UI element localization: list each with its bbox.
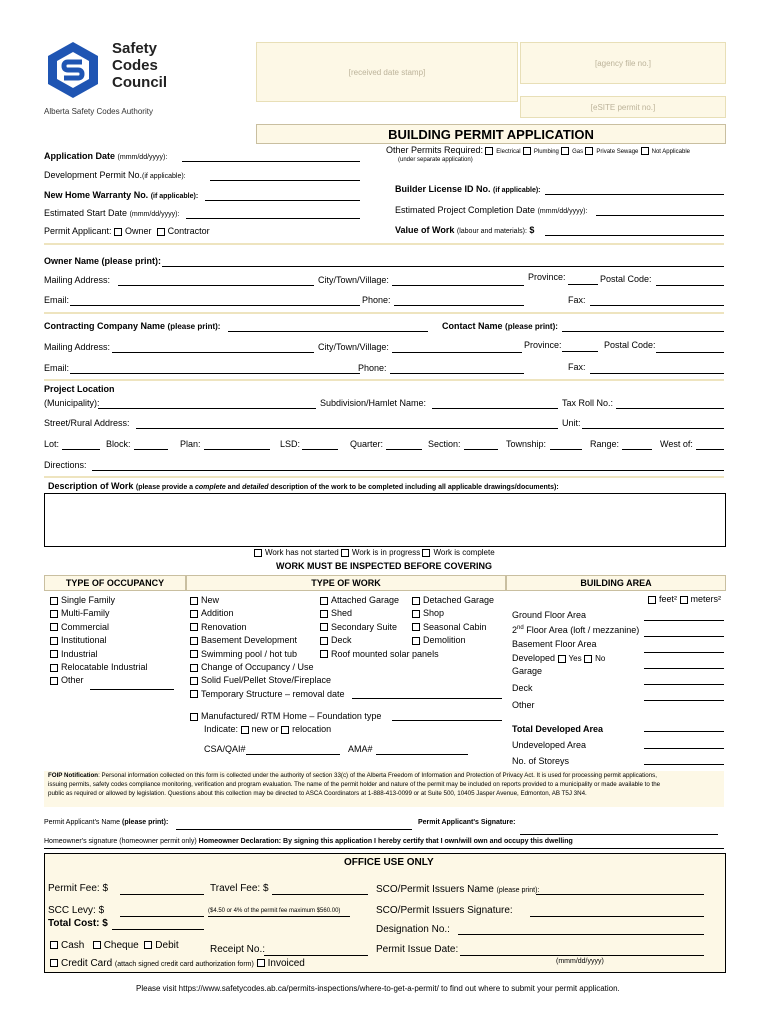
list-item: Shed [320,607,439,620]
completion-date-label: Estimated Project Completion Date (mmm/dd/yyyy): [395,205,588,215]
list-item: Solid Fuel/Pellet Stove/Fireplace [190,674,345,687]
received-date-stamp: [received date stamp] [256,42,518,102]
work-type-col3 [412,594,494,648]
developed-yes-checkbox[interactable] [558,655,566,663]
contact-name-label: Contact Name (please print): [442,321,558,331]
sco-name-label: SCO/Permit Issuers Name (please print): [376,884,540,895]
list-item: Renovation [190,621,345,634]
list-item: Detached Garage [412,594,494,607]
owner-email-label: Email: [44,295,70,305]
contractor-province-label: Province: [524,340,562,350]
complete-checkbox[interactable] [422,549,430,557]
list-item: Commercial [50,621,148,634]
list-item: Change of Occupancy / Use [190,661,345,674]
debit-checkbox[interactable] [144,941,152,949]
contractor-fax-label: Fax: [568,362,586,372]
application-date-label: Application Date (mmm/dd/yyyy): [44,151,168,161]
gas-checkbox[interactable] [561,147,569,155]
tax-roll-label: Tax Roll No.: [562,398,614,408]
other-label: Other [512,700,535,710]
garage-label: Garage [512,666,543,676]
inspection-notice: WORK MUST BE INSPECTED BEFORE COVERING [276,561,493,571]
township-label: Township: [506,439,547,449]
area-units: feet² meters² [648,594,721,604]
building-area-header: BUILDING AREA [506,575,726,591]
value-of-work-label: Value of Work (labour and materials): $ [395,225,535,235]
meters-checkbox[interactable] [680,596,688,604]
relocation-checkbox[interactable] [281,726,289,734]
owner-fax-label: Fax: [568,295,586,305]
directions-label: Directions: [44,460,87,470]
list-item: Secondary Suite [320,621,439,634]
occupancy-header: TYPE OF OCCUPANCY [44,575,186,591]
second-floor-label: 2nd Floor Area (loft / mezzanine) [512,625,640,635]
travel-fee-label: Travel Fee: $ [210,883,269,894]
work-status: Work has not started Work is in progress Work is complete [254,548,495,557]
basement-floor-label: Basement Floor Area [512,639,597,649]
manufactured-home: Manufactured/ RTM Home – Foundation type [190,711,381,721]
dev-permit-label: Development Permit No.(if applicable): [44,170,186,180]
list-item: Institutional [50,634,148,647]
quarter-label: Quarter: [350,439,384,449]
subdivision-label: Subdivision/Hamlet Name: [320,398,427,408]
list-item: Seasonal Cabin [412,621,494,634]
applicant-signature-label: Permit Applicant's Signature: [418,819,516,826]
deck-label: Deck [512,683,533,693]
electrical-checkbox[interactable] [485,147,493,155]
owner-province-label: Province: [528,272,566,282]
developed-row: Developed Yes No [512,653,606,663]
not-started-checkbox[interactable] [254,549,262,557]
list-item: Single Family [50,594,148,607]
developed-no-checkbox[interactable] [584,655,592,663]
list-item: New [190,594,345,607]
permit-fee-label: Permit Fee: $ [48,883,109,894]
total-developed-label: Total Developed Area [512,724,604,734]
foip-notice: FOIP Notification: Personal information collected on this form is collected under the authority of section 33(c) of the Alberta Freedom of Information and Protection of Privacy Act. It is used for processing permit applications, issuing permits, safety codes compliance monitoring, verification and program evaluation. The name of the permit holder and nature of the permit may be included on reports provided to a municipality or made available to the public as required or allowed by legislation. Questions about this collection may be directed to ASCA Coordinators at 1-888-413-0099 or at Suite 500, 10405 Jasper Avenue, Edmonton, AB T5J 3N4. [44,771,724,807]
list-item: Attached Garage [320,594,439,607]
sco-signature-label: SCO/Permit Issuers Signature: [376,905,513,916]
list-item: Other [50,674,148,687]
list-item: Industrial [50,648,148,661]
not-applicable-checkbox[interactable] [641,147,649,155]
work-type-header: TYPE OF WORK [186,575,506,591]
manufactured-checkbox[interactable] [190,713,198,721]
storeys-label: No. of Storeys [512,756,570,766]
in-progress-checkbox[interactable] [341,549,349,557]
levy-note: ($4.50 or 4% of the permit fee maximum $560.00) [208,908,341,914]
scc-levy-label: SCC Levy: $ [48,905,105,916]
west-of-label: West of: [660,439,693,449]
municipality-label: (Municipality): [44,398,100,408]
ama-label: AMA# [348,744,373,754]
plumbing-checkbox[interactable] [523,147,531,155]
list-item: Basement Development [190,634,345,647]
list-item: Shop [412,607,494,620]
list-item: Temporary Structure – removal date [190,688,345,701]
cash-checkbox[interactable] [50,941,58,949]
description-label: Description of Work (please provide a complete and detailed description of the work to be completed including all applicable drawings/documents): [48,481,559,491]
feet-checkbox[interactable] [648,596,656,604]
lot-label: Lot: [44,439,60,449]
new-checkbox[interactable] [241,726,249,734]
permit-applicant: Permit Applicant: Owner Contractor [44,226,210,236]
undeveloped-label: Undeveloped Area [512,740,587,750]
range-label: Range: [590,439,620,449]
list-item: Demolition [412,634,494,647]
authority-name: Alberta Safety Codes Authority [44,107,153,116]
unit-label: Unit: [562,418,581,428]
indicate-row: Indicate: new or relocation [204,724,332,734]
list-item: Roof mounted solar panels [320,648,439,661]
contracting-company-label: Contracting Company Name (please print): [44,321,221,331]
owner-city-label: City/Town/Village: [318,275,389,285]
lsd-label: LSD: [280,439,301,449]
invoiced-checkbox[interactable] [257,959,265,967]
safety-codes-council-logo [44,40,102,100]
list-item: Deck [320,634,439,647]
owner-postal-label: Postal Code: [600,274,652,284]
logo-wordmark: Safety Codes Council [112,40,167,91]
applicant-name-label: Permit Applicant's Name (please print): [44,819,169,826]
list-item: Multi-Family [50,607,148,620]
issue-date-label: Permit Issue Date: [376,944,459,955]
section-label: Section: [428,439,461,449]
homeowner-declaration: Homeowner's signature (homeowner permit only) Homeowner Declaration: By signing this application I hereby certify that I own/will own and occupy this dwelling [44,838,573,845]
separate-application-note: (under separate application) [398,157,473,163]
plan-label: Plan: [180,439,201,449]
private-sewage-checkbox[interactable] [585,147,593,155]
office-use-title: OFFICE USE ONLY [344,857,434,868]
page-title: BUILDING PERMIT APPLICATION [256,124,726,144]
list-item: Relocatable Industrial [50,661,148,674]
contractor-checkbox[interactable] [157,228,165,236]
description-textarea[interactable] [44,493,726,547]
designation-label: Designation No.: [376,924,450,935]
ground-floor-label: Ground Floor Area [512,610,587,620]
credit-card-row: Credit Card (attach signed credit card authorization form) Invoiced [50,958,305,969]
owner-name-label: Owner Name (please print): [44,256,162,266]
other-permits: Other Permits Required: Electrical Plumbing Gas Private Sewage Not Applicable [386,145,690,155]
list-item: Swimming pool / hot tub [190,648,345,661]
contractor-mailing-label: Mailing Address: [44,342,111,352]
list-item: Addition [190,607,345,620]
esite-permit-box: [eSITE permit no.] [520,96,726,118]
contractor-postal-label: Postal Code: [604,340,656,350]
contractor-email-label: Email: [44,363,70,373]
issue-date-format: (mmm/dd/yyyy) [556,958,604,965]
contractor-city-label: City/Town/Village: [318,342,389,352]
owner-mailing-label: Mailing Address: [44,275,111,285]
owner-phone-label: Phone: [362,295,391,305]
contractor-phone-label: Phone: [358,363,387,373]
warranty-label: New Home Warranty No. (if applicable): [44,190,199,200]
footer-note: Please visit https://www.safetycodes.ab.ca/permits-inspections/where-to-get-a-permit/ to find out where to submit your permit application. [136,984,620,993]
agency-file-box: [agency file no.] [520,42,726,84]
project-location-label: Project Location [44,384,115,394]
builder-license-label: Builder License ID No. (if applicable): [395,184,541,194]
street-label: Street/Rural Address: [44,418,130,428]
start-date-label: Estimated Start Date (mmm/dd/yyyy): [44,208,180,218]
csa-label: CSA/QAI# [204,744,246,754]
credit-card-checkbox[interactable] [50,959,58,967]
payment-methods: Cash Cheque Debit [50,940,179,951]
total-cost-label: Total Cost: $ [48,918,108,929]
occupancy-list [50,594,148,688]
owner-checkbox[interactable] [114,228,122,236]
block-label: Block: [106,439,131,449]
receipt-label: Receipt No.: [210,944,266,955]
cheque-checkbox[interactable] [93,941,101,949]
